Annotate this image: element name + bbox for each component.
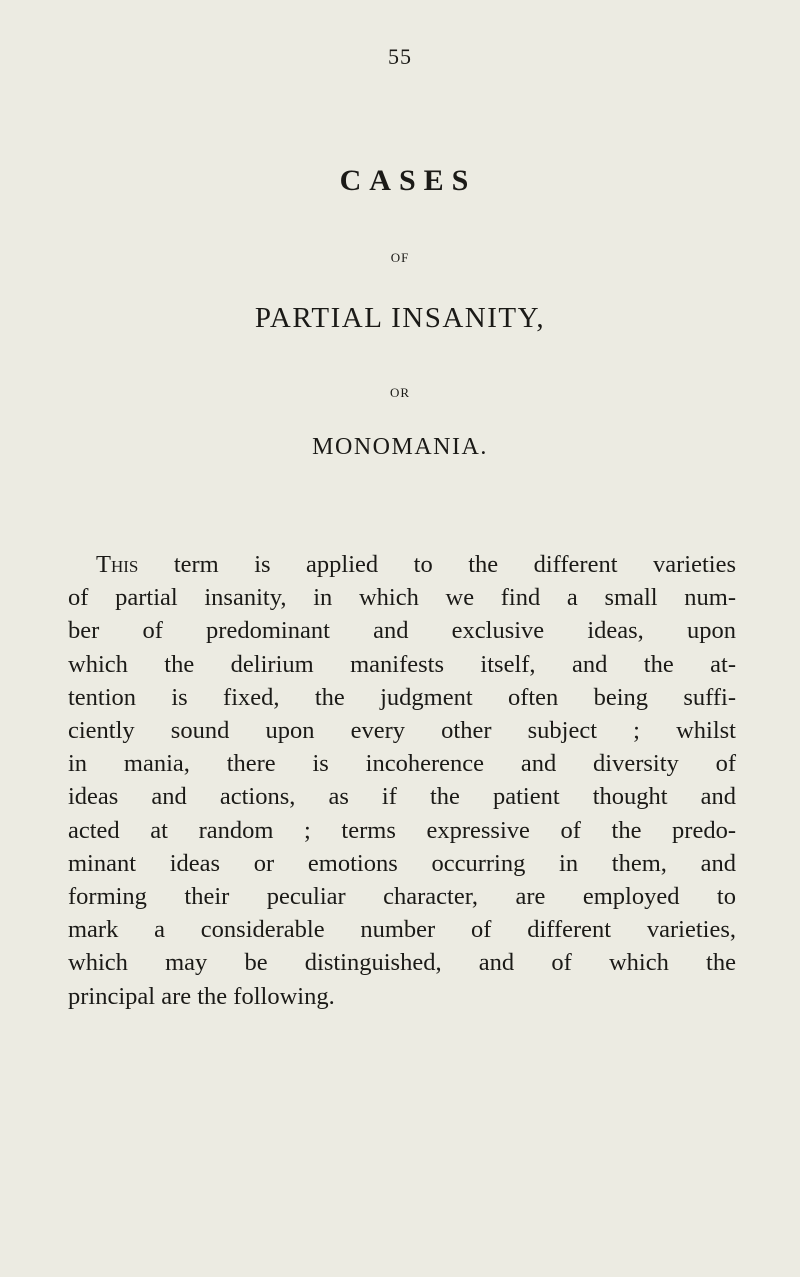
paragraph-line: in mania, there is incoherence and diversity of <box>68 750 736 778</box>
title-connector-of: OF <box>390 250 410 265</box>
paragraph-line: This term is applied to the different varieties <box>96 551 736 578</box>
paragraph-line: forming their peculiar character, are employed to <box>68 883 736 911</box>
body-paragraph <box>68 548 736 1013</box>
page-number: 55 <box>388 44 412 69</box>
paragraph-line: principal are the following. <box>68 982 335 1010</box>
paragraph-line: ber of predominant and exclusive ideas, upon <box>68 617 736 645</box>
paragraph-line: mark a considerable number of different varieties, <box>68 916 736 944</box>
chapter-subtitle: PARTIAL INSANITY, <box>254 302 546 334</box>
title-connector-or: OR <box>389 385 411 400</box>
paragraph-line: of partial insanity, in which we find a small num- <box>68 584 736 612</box>
paragraph-line: ciently sound upon every other subject ; whilst <box>68 717 736 745</box>
paragraph-line: minant ideas or emotions occurring in them, and <box>68 849 736 877</box>
paragraph-line: tention is fixed, the judgment often being suffi- <box>68 683 736 711</box>
paragraph-line: acted at random ; terms expressive of the predo- <box>68 816 736 844</box>
paragraph-line: ideas and actions, as if the patient thought and <box>68 783 736 811</box>
paragraph-line: which may be distinguished, and of which the <box>68 949 736 977</box>
chapter-alternate-title: MONOMANIA. <box>312 434 488 460</box>
paragraph-line: which the delirium manifests itself, and the at- <box>68 650 736 678</box>
chapter-title: CASES <box>339 164 477 197</box>
